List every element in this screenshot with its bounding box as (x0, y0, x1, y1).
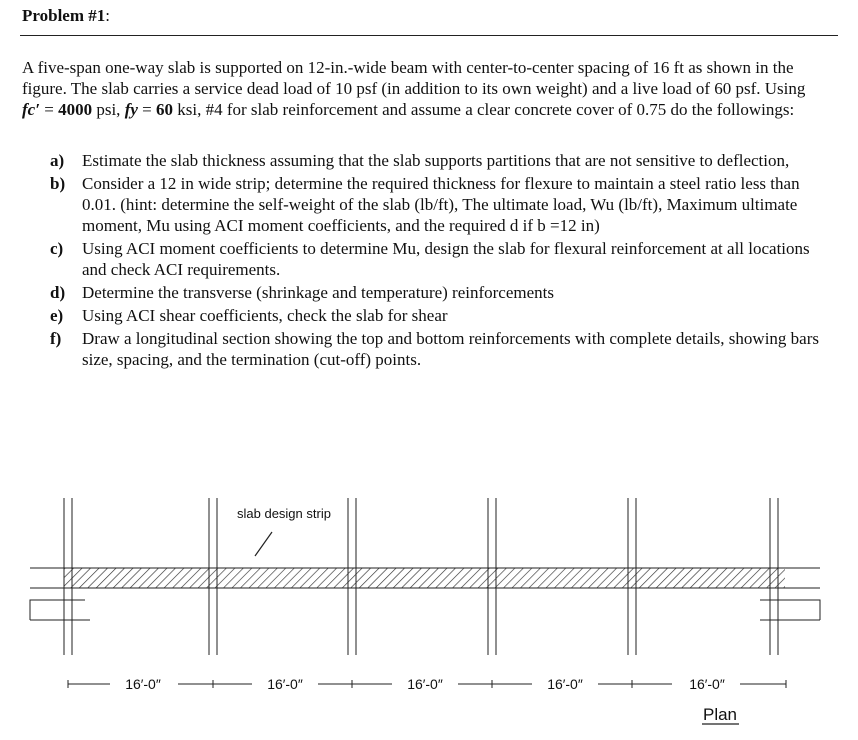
title-underline (20, 35, 838, 36)
fc-symbol: fc′ (22, 100, 40, 119)
task-list (46, 150, 826, 372)
plan-label: Plan (702, 705, 738, 724)
fc-value: 4000 (58, 100, 93, 119)
intro-text-3: psi, (92, 100, 125, 119)
task-item (46, 150, 826, 171)
task-item (46, 173, 826, 236)
task-text: Using ACI moment coefficients to determine Mu, design the slab for flexural reinforcement at all locations and check ACI requirements. (82, 239, 810, 279)
intro-text-1: A five-span one-way slab is supported on 12-in.-wide beam with center-to-center spacing of 16 ft as shown in the figure. The slab carries a service dead load of 10 psf (in addition to its own weight) and a live load of 60 psf. Using (22, 58, 806, 98)
task-item (46, 282, 826, 303)
right-end-break (760, 600, 820, 620)
span-label: 16′-0″ (267, 676, 303, 692)
span-label: 16′-0″ (689, 676, 725, 692)
slab-plan-figure (0, 480, 858, 740)
strip-leader-line (255, 532, 272, 556)
fy-symbol: fy (124, 100, 138, 119)
intro-text-2: = (40, 100, 59, 119)
task-label: e) (50, 306, 64, 325)
fy-value: 60 (156, 100, 173, 119)
task-text: Consider a 12 in wide strip; determine the required thickness for flexure to maintain a steel ratio less than 0.01. (hint: determine the self-weight of the slab (lb/ft), The ultimate load, Wu (lb/ft), Maximum ultimate moment, Mu using ACI moment coefficients, and the required d if b =12 in) (82, 174, 800, 235)
task-text: Using ACI shear coefficients, check the slab for shear (82, 306, 448, 325)
problem-title (22, 6, 110, 26)
task-label: d) (50, 283, 66, 302)
left-end-break (30, 600, 85, 620)
task-label: b) (50, 174, 66, 193)
problem-title-colon: : (105, 6, 110, 25)
span-label: 16′-0″ (407, 676, 443, 692)
task-item (46, 328, 826, 370)
problem-title-bold: Problem #1 (22, 6, 106, 25)
task-label: a) (50, 151, 65, 170)
task-label: f) (50, 329, 62, 348)
strip-label: slab design strip (237, 506, 331, 521)
span-label: 16′-0″ (547, 676, 583, 692)
intro-text-5: ksi, #4 for slab reinforcement and assume a clear concrete cover of 0.75 do the followings: (173, 100, 795, 119)
intro-text-4: = (137, 100, 156, 119)
slab-strip (30, 568, 820, 588)
task-label: c) (50, 239, 64, 258)
task-item (46, 305, 826, 326)
task-text: Estimate the slab thickness assuming that the slab supports partitions that are not sensitive to deflection, (82, 151, 790, 170)
task-text: Determine the transverse (shrinkage and temperature) reinforcements (82, 283, 555, 302)
task-text: Draw a longitudinal section showing the top and bottom reinforcements with complete details, showing bars size, spacing, and the termination (cut-off) points. (82, 329, 819, 369)
span-label: 16′-0″ (125, 676, 161, 692)
problem-statement (22, 57, 822, 120)
task-item (46, 238, 826, 280)
